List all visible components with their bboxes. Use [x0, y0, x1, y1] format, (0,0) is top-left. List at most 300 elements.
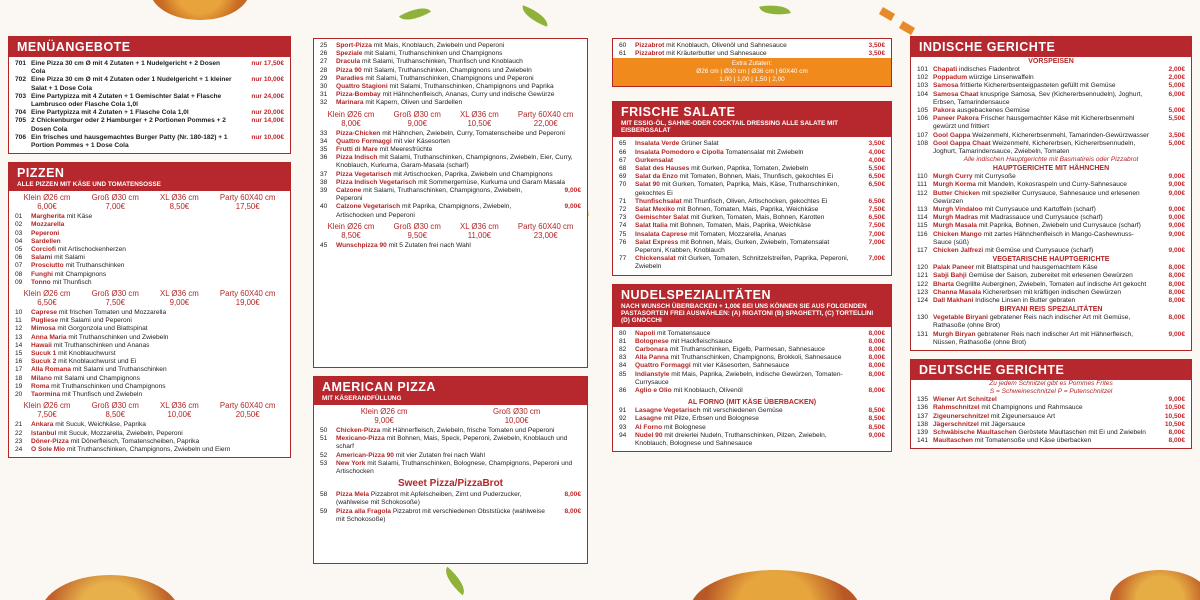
item-number: 13 — [15, 333, 23, 341]
menu-item — [613, 140, 891, 148]
item-number: 135 — [917, 396, 929, 404]
menu-item — [613, 354, 891, 362]
menu-item — [613, 42, 891, 50]
item-description — [933, 181, 1149, 189]
item-number: 59 — [320, 507, 328, 515]
item-name: Alla Romana — [31, 366, 71, 374]
item-details: mit Sucuk, Weichkäse, Paprika — [55, 421, 146, 429]
column-4 — [910, 36, 1192, 596]
item-number: 12 — [15, 325, 23, 333]
item-name: Maultaschen — [933, 437, 973, 445]
menu-item — [9, 383, 290, 391]
size-price: 8,50€ — [169, 202, 190, 212]
menu-item — [314, 435, 587, 451]
item-name: Paradies — [336, 74, 364, 82]
item-details: mit Truthanschinken — [65, 262, 125, 270]
item-number: 138 — [917, 420, 929, 428]
item-price: 9,00€ — [1168, 330, 1185, 338]
item-name: Sucuk 1 — [31, 350, 57, 358]
size-option — [460, 110, 499, 128]
menu-item — [314, 203, 587, 219]
item-name: Margherita — [31, 213, 65, 221]
item-number: 25 — [320, 42, 328, 49]
item-description — [31, 317, 284, 325]
item-description — [933, 297, 1149, 305]
item-description — [933, 404, 1149, 412]
item-details: mit vier Zutaten frei nach Wahl — [395, 451, 485, 459]
item-description — [31, 430, 284, 438]
item-description — [635, 42, 849, 50]
item-details: mit Hähnchen, Zwiebeln, Curry, Tomatenscheibe und Peperoni — [382, 129, 565, 137]
item-number: 75 — [619, 230, 627, 238]
item-description — [635, 157, 849, 165]
item-description — [31, 230, 284, 238]
item-number: 02 — [15, 221, 23, 229]
item-name: Milano — [31, 374, 52, 382]
item-number: 105 — [917, 107, 929, 115]
item-number: 07 — [15, 262, 23, 270]
item-description — [31, 254, 284, 262]
item-details: mit Truthanschinken, Champignons, Brokkoli, Sahnesauce — [670, 354, 842, 362]
item-details: mit Bolognese — [663, 423, 706, 431]
item-number: 26 — [320, 50, 328, 58]
item-number: 102 — [917, 74, 929, 82]
item-name: Sabji Bahji — [933, 272, 967, 280]
menu-item — [9, 375, 290, 383]
item-number: 81 — [619, 337, 627, 345]
item-details: mit Salami und Truthanschinken — [72, 366, 167, 374]
item-price: 8,00€ — [868, 337, 885, 345]
item-name: Sport-Pizza — [336, 42, 372, 49]
item-details: mit Jägersauce — [980, 420, 1026, 428]
item-price: 8,00€ — [868, 346, 885, 354]
menu-item — [911, 173, 1191, 181]
item-details: mit Pilze, Erbsen und Bolognese — [663, 415, 759, 423]
item-name: Indianstyle — [635, 370, 670, 378]
item-description — [336, 203, 545, 219]
menu-item — [911, 91, 1191, 107]
item-details: mit Meeresfrüchte — [379, 146, 433, 154]
item-price: 8,00€ — [1168, 272, 1185, 280]
item-details: mit Gurken, Tomaten, Mais, Bohnen, Karotten — [690, 214, 825, 222]
menu-item — [9, 246, 290, 254]
size-price-row — [9, 399, 290, 421]
item-name: Anna Maria — [31, 333, 67, 341]
item-number: 06 — [15, 254, 23, 262]
menu-item — [613, 157, 891, 165]
item-description — [336, 452, 581, 460]
menu-item — [9, 317, 290, 325]
item-name: Peperoni — [31, 229, 60, 237]
item-name: Pizza Indisch — [336, 154, 378, 162]
item-number: 85 — [619, 370, 627, 378]
item-name: Gemischter Salat — [635, 214, 689, 222]
item-name: Insalata Caprese — [635, 230, 688, 238]
menu-item — [911, 281, 1191, 289]
item-name: Speziale — [336, 50, 363, 58]
item-number: 110 — [917, 173, 928, 181]
menu-item — [613, 206, 891, 214]
item-number: 34 — [320, 137, 328, 145]
item-description — [635, 50, 849, 58]
item-description — [31, 383, 284, 391]
sweet-pizza-heading: Sweet Pizza/PizzaBrot — [397, 478, 504, 490]
item-name: Salami — [31, 254, 53, 262]
item-description — [933, 82, 1149, 90]
item-name: Sucuk 2 — [31, 358, 57, 366]
item-description — [635, 239, 849, 255]
menu-item — [911, 272, 1191, 280]
item-number: 32 — [320, 99, 328, 107]
item-price: 8,00€ — [1168, 288, 1185, 296]
size-price: 17,50€ — [235, 202, 260, 212]
item-name: Frutti di Mare — [336, 146, 378, 154]
item-number: 40 — [320, 203, 328, 211]
menu-item — [9, 213, 290, 221]
item-number: 53 — [320, 459, 328, 467]
size-option — [220, 401, 275, 419]
size-option — [160, 289, 199, 307]
size-label: XL Ø36 cm — [460, 109, 499, 119]
item-description — [933, 206, 1149, 214]
size-price: 19,00€ — [235, 298, 260, 308]
item-name: Zigeunerschnitzel — [933, 412, 990, 420]
size-option — [24, 401, 71, 419]
item-description — [635, 214, 849, 222]
size-price: 10,00€ — [504, 416, 529, 425]
item-details: mit Truthanschinken und Zwiebeln — [68, 333, 169, 341]
item-price: 6,50€ — [868, 214, 885, 222]
menu-item — [911, 107, 1191, 115]
item-name: Bolognese — [635, 337, 669, 345]
item-details: Grüner Salat — [681, 140, 719, 148]
item-description — [336, 187, 545, 203]
menu-item — [9, 60, 290, 76]
item-number: 14 — [15, 341, 23, 349]
menu-item — [9, 438, 290, 446]
item-number: 60 — [619, 42, 627, 49]
menu-item — [9, 421, 290, 429]
item-number: 101 — [917, 66, 929, 73]
size-price: 8,50€ — [341, 230, 361, 240]
item-number: 08 — [15, 270, 23, 278]
menu-item — [911, 421, 1191, 429]
item-number: 72 — [619, 206, 627, 214]
item-description: Eine Pizza 30 cm Ø mit 4 Zutaten oder 1 Nudelgericht + 1 kleiner Salat + 1 Dose Cola — [31, 76, 232, 92]
menu-item — [911, 404, 1191, 412]
item-name: O Sole Mio — [31, 445, 66, 453]
menu-item — [911, 181, 1191, 189]
size-label: Party 60X40 cm — [219, 401, 276, 411]
item-price: 7,00€ — [868, 238, 885, 246]
item-number: 15 — [15, 350, 23, 358]
size-option — [220, 289, 275, 307]
menu-item — [613, 415, 891, 423]
item-number: 68 — [619, 165, 627, 173]
item-name: Pizza 90 — [336, 66, 362, 74]
item-number: 51 — [320, 435, 328, 443]
item-description — [336, 242, 581, 250]
item-price: 8,50€ — [868, 415, 885, 423]
menu-item — [9, 334, 290, 342]
item-number: 22 — [15, 429, 23, 437]
size-price: 22,00€ — [533, 118, 558, 128]
menu-item — [9, 254, 290, 262]
item-description — [933, 421, 1149, 429]
item-number: 38 — [320, 178, 328, 186]
item-number: 705 — [15, 117, 27, 125]
size-price: 8,50€ — [105, 410, 125, 420]
item-number: 16 — [15, 358, 23, 366]
menu-item — [314, 452, 587, 460]
menu-item — [911, 214, 1191, 222]
item-number: 09 — [15, 278, 23, 286]
item-price: 10,50€ — [1164, 412, 1185, 420]
item-price: 7,00€ — [868, 230, 885, 238]
item-details: mit Mandeln, Kokosraspeln und Curry-Sahnesauce — [977, 181, 1127, 189]
item-description — [635, 371, 849, 387]
item-price: 8,00€ — [564, 507, 581, 515]
item-details: mit Sucuk, Mozzarella, Zwiebeln, Peperoni — [58, 429, 183, 437]
menu-item — [911, 190, 1191, 206]
item-details: mit zartes Hähnchenfleisch in Mango-Cashewnuss-Sauce (süß) — [933, 230, 1134, 246]
item-details: mit Salami, Truthanschinken, Champignons und Zwiebeln — [363, 66, 532, 74]
item-price: 8,00€ — [1168, 314, 1185, 322]
item-description — [336, 508, 545, 524]
menu-item — [613, 239, 891, 255]
size-label: Party 60X40 cm — [517, 221, 574, 231]
item-description — [933, 173, 1149, 181]
item-description — [336, 491, 545, 507]
menu-item — [911, 314, 1191, 330]
column-2 — [313, 38, 588, 368]
item-number: 39 — [320, 187, 328, 195]
item-description — [933, 140, 1149, 156]
item-details: mit Kapern, Oliven und Sardellen — [365, 99, 463, 107]
item-details: mit Gurken, Tomaten, Paprika, Mais, Käse, Truthanschinken, gekochtes Ei — [635, 181, 840, 197]
item-details: mit Truthanschinken und Ananas — [53, 341, 150, 349]
size-option — [518, 222, 573, 240]
menu-item — [613, 198, 891, 206]
item-description — [933, 281, 1149, 289]
item-details: mit Truthanschinken, Eigelb, Parmesan, Sahnesauce — [669, 346, 825, 354]
item-number: 108 — [917, 139, 929, 147]
item-description — [933, 289, 1149, 297]
item-number: 83 — [619, 354, 627, 362]
item-details: mit Salami, Truthanschinken, Bolognese, Champignons, Peperoni und Artischocken — [336, 459, 573, 476]
item-number: 17 — [15, 366, 23, 374]
item-name: Pizza alla Fragola — [336, 507, 391, 515]
item-description — [336, 75, 581, 83]
item-details: Weizenmehl, Kichererbsen, Kichererbsennudeln, Joghurt, Tamarindensauce, Zwiebeln, Tomaten — [933, 139, 1136, 156]
item-description — [31, 309, 284, 317]
item-details: mit Gurken, Tomaten, Schnitzelstreifen, Paprika, Peperoni, Zwiebeln — [635, 255, 849, 271]
item-name: Pizza Vegetarisch — [336, 170, 392, 178]
item-name: Murgh Biryan — [933, 330, 976, 338]
menu-item — [9, 391, 290, 399]
item-description — [635, 387, 849, 395]
menu-item — [911, 115, 1191, 131]
item-name: Aglio e Olio — [635, 387, 672, 395]
item-price: 8,00€ — [1168, 280, 1185, 288]
size-label: Klein Ø26 cm — [327, 109, 375, 119]
item-name: Istanbul — [31, 429, 57, 437]
item-number: 139 — [917, 428, 929, 436]
menu-item — [613, 173, 891, 181]
item-number: 50 — [320, 427, 328, 434]
item-price: 9,00€ — [1168, 222, 1185, 230]
american-pizza-section — [313, 376, 588, 564]
menu-item — [9, 134, 290, 150]
menu-item — [613, 432, 891, 448]
size-price: 8,00€ — [341, 118, 361, 128]
menu-item — [9, 350, 290, 358]
item-number: 92 — [619, 415, 627, 423]
menu-item — [911, 413, 1191, 421]
indian-note: Alle indischen Hauptgerichte mit Basmatireis oder Pizzabrot — [963, 156, 1139, 164]
size-option — [160, 401, 199, 419]
item-description — [336, 50, 581, 58]
item-description — [635, 173, 849, 181]
schnitzel-legend: S = Schweineschnitzel P = Putenschnitzel — [989, 388, 1113, 396]
size-price: 9,00€ — [407, 118, 427, 128]
size-option — [328, 222, 375, 240]
item-details: mit Bohnen, Mais, Speck, Peperoni, Zwiebeln, Knoblauch und scharf — [336, 435, 568, 451]
size-option — [92, 289, 139, 307]
menu-item — [613, 165, 891, 173]
item-number: 58 — [320, 491, 328, 499]
item-number: 18 — [15, 374, 23, 382]
item-name: Sardellen — [31, 237, 61, 245]
item-details: mit verschiedenen Gemüse — [702, 407, 783, 415]
item-name: Napoli — [635, 329, 656, 337]
item-details: mit Knoblauchwurst — [58, 350, 116, 358]
item-description — [933, 314, 1149, 330]
item-details: mit Mais, Knoblauch, Zwiebeln und Peperoni — [373, 42, 505, 49]
item-description — [933, 132, 1149, 140]
section-title: INDISCHE GERICHTE — [911, 37, 1191, 57]
item-number: 106 — [917, 115, 929, 123]
section-title: MENÜANGEBOTE — [9, 37, 290, 57]
item-details: Pizzabrot mit verschiedenen Obststücke (wahlweise mit Schokosoße) — [336, 507, 545, 523]
menu-item — [613, 387, 891, 395]
item-description — [635, 222, 849, 230]
item-description — [933, 91, 1149, 107]
menu-item — [911, 231, 1191, 247]
item-description — [635, 330, 849, 338]
menu-item — [911, 74, 1191, 82]
item-details: würzige Linsenwaffeln — [968, 74, 1034, 82]
size-price: 20,50€ — [235, 410, 260, 420]
item-name: Samosa Chaat — [933, 90, 979, 98]
menu-item — [314, 187, 587, 203]
item-name: Mozzarella — [31, 221, 65, 229]
item-details: Pizzabrot mit Apfelscheiben, Zimt und Puderzucker, (wahlweise mit Schokosoße) — [336, 491, 522, 507]
item-price: 9,00€ — [1168, 181, 1185, 189]
item-number: 04 — [15, 237, 23, 245]
item-name: Caprese — [31, 309, 58, 317]
item-details: mit Currysauce und Kartoffeln (scharf) — [984, 206, 1096, 214]
item-price: 6,00€ — [1168, 90, 1185, 98]
size-price-row — [314, 405, 587, 427]
menu-item — [9, 271, 290, 279]
item-name: Salat Mexiko — [635, 206, 675, 214]
item-number: 73 — [619, 214, 627, 222]
size-price: 11,00€ — [467, 230, 492, 240]
size-option — [518, 110, 573, 128]
item-description — [31, 213, 284, 221]
item-price: 6,50€ — [868, 173, 885, 181]
item-name: Murgh Madras — [933, 214, 979, 222]
item-price: 5,50€ — [868, 165, 885, 173]
menu-item — [9, 279, 290, 287]
item-price: 8,00€ — [564, 491, 581, 499]
item-name: Pizza Indisch Vegetarisch — [336, 178, 417, 186]
item-description: Eine Pizza 30 cm Ø mit 4 Zutaten + 1 Nudelgericht + 2 Dosen Cola — [31, 60, 221, 76]
item-details: Tomatensalat mit Zwiebeln — [725, 148, 804, 156]
basil-leaf-decoration — [759, 1, 791, 18]
item-number: 23 — [15, 437, 23, 445]
size-price: 7,50€ — [37, 410, 57, 420]
item-name: Quattro Stagioni — [336, 83, 388, 91]
menu-item — [314, 58, 587, 66]
item-description — [336, 130, 581, 138]
item-price: 9,00€ — [1168, 247, 1185, 255]
menu-item — [613, 231, 891, 239]
item-name: Calzone — [336, 187, 362, 195]
item-details: mit Artischockenherzen — [57, 246, 126, 254]
item-details: Gemüse der Saison, zubereitet mit erlesenen Gewürzen — [968, 272, 1133, 280]
item-description — [635, 338, 849, 346]
menu-item — [314, 242, 587, 250]
size-price: 10,50€ — [467, 118, 492, 128]
item-details: mit Currysoße — [974, 173, 1016, 181]
item-name: Bharta — [933, 280, 954, 288]
item-name: Döner-Pizza — [31, 437, 69, 445]
size-price: 6,50€ — [37, 298, 57, 308]
item-details: mit Bohnen, Tomaten, Mais, Paprika, Weichkäse — [676, 206, 819, 214]
item-name: Poppadum — [933, 74, 968, 82]
item-details: mit Paprika, Bohnen, Zwiebeln und Currysauce (scharf) — [978, 222, 1141, 230]
item-price: 8,50€ — [868, 423, 885, 431]
item-description — [31, 350, 284, 358]
item-details: mit vier Käsesorten — [393, 137, 450, 145]
size-label: Groß Ø30 cm — [91, 193, 139, 203]
item-number: 130 — [917, 314, 929, 322]
item-description — [933, 429, 1149, 437]
item-number: 123 — [917, 288, 929, 296]
menu-item — [9, 325, 290, 333]
item-name: Schwäbische Maultaschen — [933, 428, 1017, 436]
item-details: mit Truthanschinken und Champignons — [51, 382, 166, 390]
menu-item — [314, 146, 587, 154]
item-name: Pizza Mela — [336, 491, 369, 499]
column-1 — [8, 36, 291, 596]
menu-item — [613, 181, 891, 197]
menu-item — [911, 247, 1191, 255]
menu-item — [9, 221, 290, 229]
menu-item — [314, 154, 587, 170]
item-number: 91 — [619, 407, 627, 415]
item-description — [933, 437, 1149, 445]
item-details: mit Bohnen, Tomaten, Mais, Paprika, Weichkäse — [669, 222, 812, 230]
spice-decoration — [879, 7, 895, 21]
item-number: 120 — [917, 264, 929, 272]
item-description: Eine Partypizza mit 4 Zutaten + 1 Gemischter Salat + Flasche Lambrusco oder Flasche Cola 1,0l — [31, 92, 222, 109]
item-details: mit Thunfisch und Zwiebeln — [62, 391, 143, 399]
item-name: Gool Gappa — [933, 131, 971, 139]
size-price-row — [9, 191, 290, 213]
